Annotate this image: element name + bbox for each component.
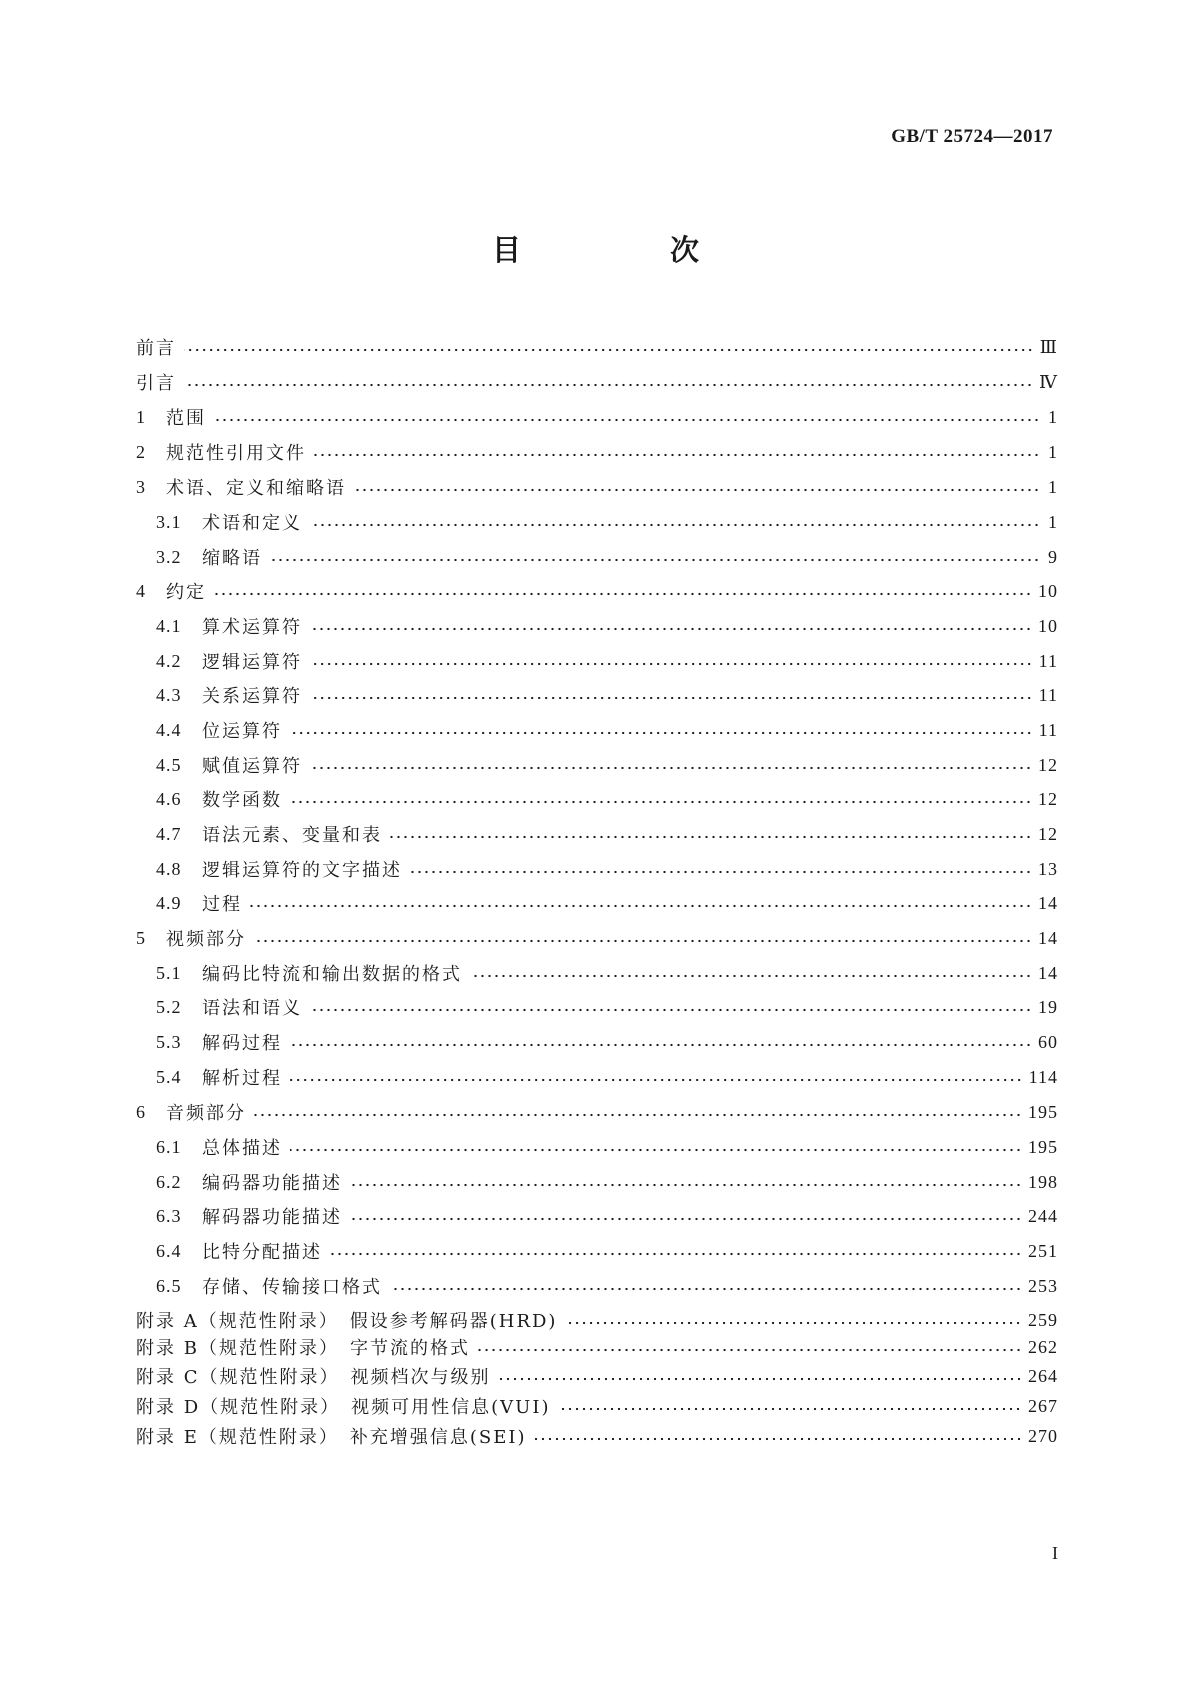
toc-entry-page: 9: [1048, 546, 1058, 567]
dot-leader: [184, 383, 1033, 387]
toc-entry-number: 4.2: [156, 650, 182, 671]
toc-entry-page: 19: [1038, 996, 1058, 1017]
toc-entry-label: 编码器功能描述: [202, 1173, 342, 1194]
toc-entry[interactable]: [136, 1361, 1058, 1391]
toc-entry-page: 259: [1028, 1309, 1058, 1330]
toc-entry[interactable]: [156, 1062, 1058, 1092]
dot-leader: [354, 488, 1040, 492]
toc-entry[interactable]: [136, 1097, 1058, 1127]
dot-leader: [290, 731, 1033, 735]
toc-entry[interactable]: [156, 1271, 1058, 1301]
toc-entry-page: 270: [1028, 1425, 1058, 1446]
toc-entry[interactable]: [156, 542, 1058, 572]
dot-leader: [290, 1043, 1032, 1047]
dot-leader: [330, 1252, 1022, 1256]
standard-code: GB/T 25724—2017: [891, 126, 1053, 147]
dot-leader: [478, 1348, 1022, 1352]
toc-entry-label: 存储、传输接口格式: [202, 1277, 382, 1298]
toc-entry-page: Ⅲ: [1039, 336, 1058, 357]
dot-leader: [254, 939, 1032, 943]
toc-entry-number: 6: [136, 1101, 145, 1122]
dot-leader: [390, 835, 1032, 839]
dot-leader: [184, 348, 1034, 352]
toc-entry-label: 位运算符: [202, 721, 282, 742]
toc-entry-label: 总体描述: [202, 1138, 282, 1159]
toc-entry-number: 4.6: [156, 788, 182, 809]
toc-entry-page: 114: [1028, 1066, 1058, 1087]
dot-leader: [270, 558, 1040, 562]
dot-leader: [290, 800, 1032, 804]
toc-entry-number: 6.1: [156, 1136, 182, 1157]
toc-entry[interactable]: [136, 472, 1058, 502]
dot-leader: [214, 418, 1040, 422]
toc-entry-number: 2: [136, 441, 145, 462]
toc-entry-page: 1: [1048, 511, 1058, 532]
toc-entry-label: 附录 E（规范性附录） 补充增强信息(SEI): [136, 1427, 527, 1448]
toc-entry[interactable]: [156, 819, 1058, 849]
toc-entry-number: 3.2: [156, 546, 182, 567]
toc-entry-number: 4.5: [156, 754, 182, 775]
toc-entry-page: 11: [1038, 719, 1058, 740]
toc-entry-label: 范围: [166, 408, 206, 429]
toc-entry-label: 赋值运算符: [202, 756, 302, 777]
toc-entry[interactable]: [156, 1201, 1058, 1231]
toc-entry[interactable]: [136, 367, 1058, 397]
toc-entry-number: 4: [136, 580, 145, 601]
toc-entry-number: 6.5: [156, 1275, 182, 1296]
toc-entry-page: 262: [1028, 1336, 1058, 1357]
toc-entry-number: 4.9: [156, 892, 182, 913]
dot-leader: [499, 1377, 1023, 1381]
toc-entry-page: 253: [1028, 1275, 1058, 1296]
toc-entry-label: 数学函数: [202, 790, 282, 811]
toc-entry-label: 音频部分: [166, 1103, 246, 1124]
dot-leader: [310, 627, 1032, 631]
dot-leader: [290, 1078, 1023, 1082]
toc-entry[interactable]: [156, 1027, 1058, 1057]
dot-leader: [254, 1113, 1022, 1117]
toc-entry-label: 解析过程: [202, 1068, 282, 1089]
dot-leader: [290, 1148, 1022, 1152]
toc-entry-page: Ⅳ: [1039, 371, 1058, 392]
dot-leader: [350, 1183, 1022, 1187]
toc-entry-page: 13: [1038, 858, 1058, 879]
dot-leader: [390, 1287, 1022, 1291]
dot-leader: [310, 523, 1040, 527]
toc-entry-page: 1: [1048, 441, 1058, 462]
toc-entry[interactable]: [136, 332, 1058, 362]
toc-entry[interactable]: [136, 576, 1058, 606]
toc-entry-label: 过程: [202, 894, 242, 915]
toc-entry-page: 195: [1028, 1101, 1058, 1122]
toc-entry-label: 附录 B（规范性附录） 字节流的格式: [136, 1338, 470, 1359]
toc-entry-page: 14: [1038, 927, 1058, 948]
dot-leader: [565, 1321, 1022, 1325]
toc-entry-page: 198: [1028, 1171, 1058, 1192]
toc-entry-number: 4.3: [156, 684, 182, 705]
dot-leader: [350, 1217, 1022, 1221]
toc-entry-label: 逻辑运算符: [202, 652, 302, 673]
toc-entry-page: 11: [1038, 684, 1058, 705]
page-number: I: [1052, 1543, 1058, 1563]
toc-entry[interactable]: [156, 680, 1058, 710]
toc-entry-page: 251: [1028, 1240, 1058, 1261]
toc-entry-page: 264: [1028, 1365, 1058, 1386]
toc-entry-page: 244: [1028, 1205, 1058, 1226]
toc-entry-label: 引言: [136, 373, 176, 394]
dot-leader: [214, 592, 1032, 596]
toc-entry-label: 语法和语义: [202, 998, 302, 1019]
dot-leader: [310, 1008, 1032, 1012]
toc-entry-page: 14: [1038, 892, 1058, 913]
toc-entry-number: 6.3: [156, 1205, 182, 1226]
toc-entry-number: 5.3: [156, 1031, 182, 1052]
dot-leader: [470, 974, 1032, 978]
toc-entry-page: 10: [1038, 615, 1058, 636]
toc-entry-label: 术语、定义和缩略语: [166, 478, 346, 499]
dot-leader: [250, 904, 1032, 908]
toc-entry[interactable]: [136, 437, 1058, 467]
toc-entry[interactable]: [136, 923, 1058, 953]
toc-entry-page: 1: [1048, 476, 1058, 497]
toc-entry[interactable]: [136, 402, 1058, 432]
toc-entry-number: 6.4: [156, 1240, 182, 1261]
toc-entry-label: 解码器功能描述: [202, 1207, 342, 1228]
toc-entry-label: 前言: [136, 338, 176, 359]
toc-entry-number: 4.8: [156, 858, 182, 879]
toc-entry[interactable]: [156, 715, 1058, 745]
toc-entry[interactable]: [156, 1132, 1058, 1162]
toc-entry-number: 5: [136, 927, 145, 948]
toc-entry[interactable]: [156, 611, 1058, 641]
toc-entry-number: 4.7: [156, 823, 182, 844]
toc-entry[interactable]: [156, 1236, 1058, 1266]
toc-entry[interactable]: [156, 507, 1058, 537]
toc-entry-page: 195: [1028, 1136, 1058, 1157]
toc-entry[interactable]: [136, 1391, 1058, 1421]
toc-entry-number: 4.1: [156, 615, 182, 636]
dot-leader: [310, 662, 1033, 666]
toc-entry-label: 比特分配描述: [202, 1242, 322, 1263]
toc-entry[interactable]: [156, 646, 1058, 676]
toc-entry-number: 3: [136, 476, 145, 497]
toc-entry[interactable]: [156, 1167, 1058, 1197]
toc-entry[interactable]: [136, 1421, 1058, 1451]
toc-entry-page: 12: [1038, 823, 1058, 844]
toc-entry-page: 1: [1048, 406, 1058, 427]
toc-entry-page: 60: [1038, 1031, 1058, 1052]
toc-entry-label: 编码比特流和输出数据的格式: [202, 964, 462, 985]
toc-entry-number: 6.2: [156, 1171, 182, 1192]
toc-entry-label: 附录 C（规范性附录） 视频档次与级别: [136, 1367, 491, 1388]
dot-leader: [310, 766, 1032, 770]
toc-entry-label: 关系运算符: [202, 686, 302, 707]
toc-entry-page: 267: [1028, 1395, 1058, 1416]
dot-leader: [310, 696, 1033, 700]
toc-entry-page: 10: [1038, 580, 1058, 601]
toc-entry[interactable]: [136, 1305, 1058, 1335]
toc-entry-page: 11: [1038, 650, 1058, 671]
toc-entry-label: 视频部分: [166, 929, 246, 950]
dot-leader: [535, 1437, 1023, 1441]
toc-entry-label: 语法元素、变量和表: [202, 825, 382, 846]
toc-entry[interactable]: [156, 992, 1058, 1022]
toc-entry-number: 5.1: [156, 962, 182, 983]
toc-entry-label: 逻辑运算符的文字描述: [202, 860, 402, 881]
toc-entry-label: 规范性引用文件: [166, 443, 306, 464]
toc-entry[interactable]: [156, 888, 1058, 918]
dot-leader: [410, 870, 1032, 874]
toc-entry-page: 12: [1038, 788, 1058, 809]
toc-entry-label: 缩略语: [202, 548, 262, 569]
dot-leader: [314, 453, 1040, 457]
toc-entry-number: 4.4: [156, 719, 182, 740]
page-title: 目 次: [491, 233, 759, 267]
toc-entry[interactable]: [156, 784, 1058, 814]
toc-entry[interactable]: [136, 1332, 1058, 1362]
toc-entry[interactable]: [156, 750, 1058, 780]
toc-entry-label: 术语和定义: [202, 513, 302, 534]
toc-entry-label: 附录 A（规范性附录） 假设参考解码器(HRD): [136, 1311, 558, 1332]
dot-leader: [558, 1407, 1022, 1411]
toc-entry-label: 解码过程: [202, 1033, 282, 1054]
toc-entry-number: 1: [136, 406, 145, 427]
toc-entry-number: 5.4: [156, 1066, 182, 1087]
toc-entry-label: 附录 D（规范性附录） 视频可用性信息(VUI): [136, 1397, 551, 1418]
toc-entry-number: 5.2: [156, 996, 182, 1017]
toc-entry[interactable]: [156, 958, 1058, 988]
toc-entry-label: 算术运算符: [202, 617, 302, 638]
toc-entry-number: 3.1: [156, 511, 182, 532]
toc-entry-page: 12: [1038, 754, 1058, 775]
toc-entry[interactable]: [156, 854, 1058, 884]
toc-entry-page: 14: [1038, 962, 1058, 983]
toc-entry-label: 约定: [166, 582, 206, 603]
